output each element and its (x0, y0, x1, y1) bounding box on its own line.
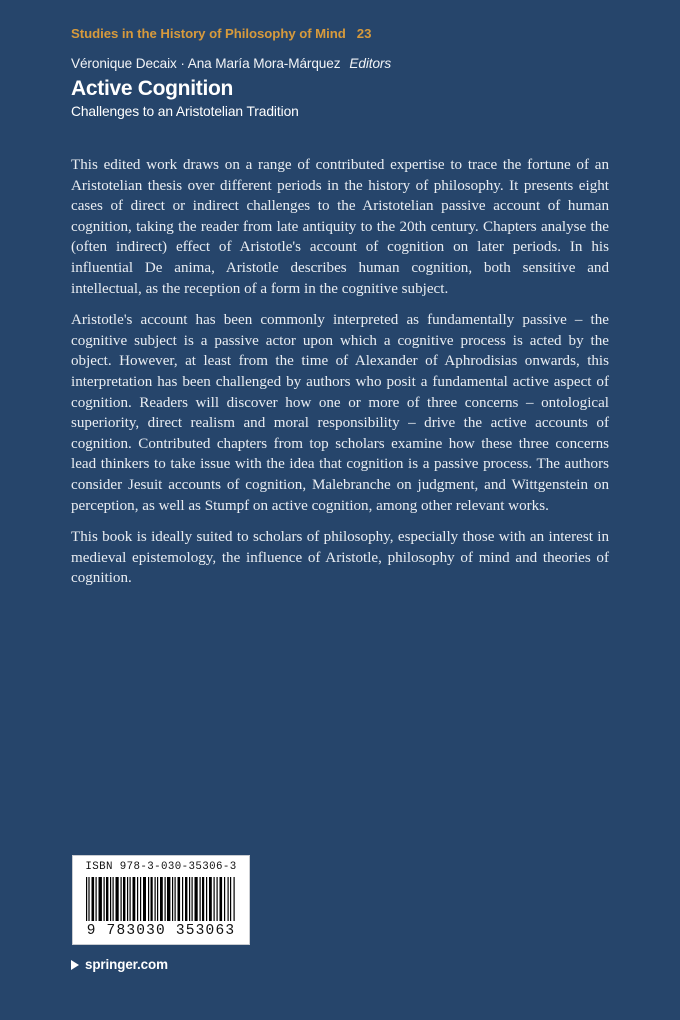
series-volume-number: 23 (356, 26, 372, 41)
book-subtitle: Challenges to an Aristotelian Tradition (71, 104, 299, 119)
editors-line (71, 56, 391, 71)
editor-names: Véronique Decaix · Ana María Mora-Márquez (71, 56, 341, 71)
series-line (71, 26, 371, 41)
book-title: Active Cognition (71, 77, 234, 100)
blurb-text-block (71, 155, 609, 589)
barcode-bars-icon (86, 877, 236, 921)
isbn-barcode-box (72, 855, 250, 945)
blurb-paragraph: This edited work draws on a range of contributed expertise to trace the fortune of an Aristotelian thesis over different periods in the history of philosophy. It presents eight cases of direct or indirect challenges to the Aristotelian passive account of human cognition, taking the reader from late antiquity to the 20th century. Chapters analyse the (often indirect) effect of Aristotle's account of cognition on later periods. In his influential De anima, Aristotle describes human cognition, both sensitive and intellectual, as the reception of a form in the cognitive subject. (71, 157, 609, 297)
series-title: Studies in the History of Philosophy of Mind (71, 26, 346, 41)
publisher-line (71, 957, 168, 972)
blurb-paragraph: This book is ideally suited to scholars of philosophy, especially those with an interest in medieval epistemology, the influence of Aristotle, philosophy of mind and theories of cognition. (71, 529, 609, 587)
ean-digits: 9 783030 353063 (86, 923, 236, 939)
editors-role-label: Editors (349, 56, 392, 71)
isbn-label: ISBN 978-3-030-35306-3 (85, 861, 237, 873)
triangle-right-icon (71, 960, 79, 970)
blurb-paragraph: Aristotle's account has been commonly interpreted as fundamentally passive – the cognitive subject is a passive actor upon which a cognitive process is acted by the object. However, at least from the time of Alexander of Aphrodisias onwards, this interpretation has been challenged by authors who posit a fundamental active aspect of cognition. Readers will discover how one or more of three concerns – ontological superiority, direct realism and moral responsibility – drive the active accounts of cognition. Contributed chapters from top scholars examine how these three concerns lead thinkers to take issue with the idea that cognition is a passive process. The authors consider Jesuit accounts of cognition, Malebranche on judgment, and Wittgenstein on perception, as well as Stumpf on active cognition, among other relevant works. (71, 312, 609, 514)
publisher-name: springer.com (85, 957, 168, 972)
